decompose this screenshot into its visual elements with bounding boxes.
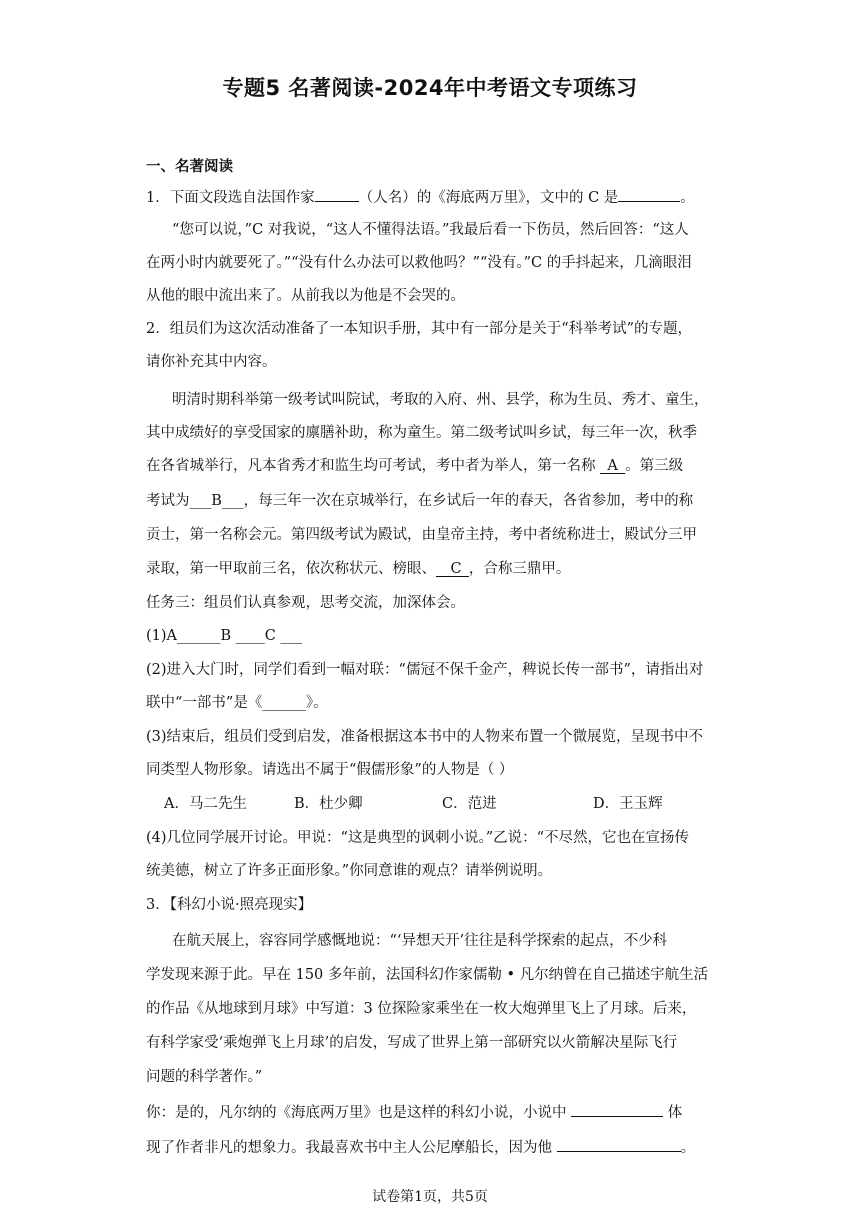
blank-a[interactable]: _A_ xyxy=(600,458,626,474)
page-title: 专题5 名著阅读-2024年中考语文专项练习 xyxy=(222,76,638,100)
q2-text: 在各省城举行，凡本省秀才和监生均可考试，考中者为举人，第一名称 xyxy=(146,458,601,474)
option-b[interactable]: B．杜少卿 xyxy=(294,796,363,812)
q3-passage-line: 学发现来源于此。早在 150 多年前，法国科幻作家儒勒 • 凡尔纳曾在自己描述宇航生活 xyxy=(146,967,709,983)
q1-prefix: 1．下面文段选自法国作家 xyxy=(146,190,315,206)
q1-passage-line: “您可以说，”C 对我说，“这人不懂得法语。”我最后看一下伤员，然后回答：“这人 xyxy=(172,222,689,238)
q3-passage-line: 问题的科学著作。” xyxy=(146,1069,263,1085)
q2-text: ，每三年一次在京城举行，在乡试后一年的春天，各省参加，考中的称 xyxy=(243,493,694,509)
q2-text: 。第三级 xyxy=(625,458,684,474)
option-a[interactable]: A．马二先生 xyxy=(164,796,247,812)
q1-character-blank[interactable] xyxy=(618,187,680,202)
q2-passage-line: 其中成绩好的享受国家的廪膳补助，称为童生。第二级考试叫乡试，每三年一次，秋季 xyxy=(146,425,697,441)
q2-passage-line xyxy=(146,456,683,476)
q1-mid: （人名）的《海底两万里》，文中的 C 是 xyxy=(358,190,619,206)
page-footer: 试卷第1页，共5页 xyxy=(372,1189,488,1205)
sub-question-4-cont: 统美德，树立了许多正面形象。”你同意谁的观点？请举例说明。 xyxy=(146,863,553,879)
sub-question-3-cont: 同类型人物形象。请选出不属于“假儒形象”的人物是（ ） xyxy=(146,762,514,778)
q3-answer-blank-1[interactable] xyxy=(571,1102,663,1117)
q3-text: 现了作者非凡的想象力。我最喜欢书中主人公尼摩船长，因为他 xyxy=(146,1140,557,1156)
q2-passage-line xyxy=(146,491,693,511)
q2-text: ，合称三鼎甲。 xyxy=(468,561,571,577)
question-3-heading: 3．【科幻小说·照亮现实】 xyxy=(146,897,313,913)
sub-question-2-cont[interactable]: 联中“一部书”是《______》。 xyxy=(146,695,328,711)
q3-answer-blank-2[interactable] xyxy=(557,1137,681,1152)
question-2-prompt-cont: 请你补充其中内容。 xyxy=(146,354,277,370)
q1-passage-line: 在两小时内就要死了。”“没有什么办法可以救他吗？”“没有。”C 的手抖起来，几滴眼泪 xyxy=(146,255,692,271)
q2-text: 考试为 xyxy=(146,493,190,509)
question-1-prompt xyxy=(146,187,695,208)
q3-passage-line: 有科学家受‘乘炮弹飞上月球’的启发，写成了世界上第一部研究以火箭解决星际飞行 xyxy=(146,1035,678,1051)
q1-passage-line: 从他的眼中流出来了。从前我以为他是不会哭的。 xyxy=(146,288,465,304)
q1-end: 。 xyxy=(680,190,695,206)
sub-question-3: (3)结束后，组员们受到启发，准备根据这本书中的人物来布置一个微展览，呈现书中不 xyxy=(146,729,704,745)
option-d[interactable]: D．王玉辉 xyxy=(593,796,663,812)
q2-passage-line: 贡士，第一名称会元。第四级考试为殿试，由皇帝主持，考中者统称进士，殿试分三甲 xyxy=(146,527,697,543)
section-heading: 一、名著阅读 xyxy=(146,159,233,175)
blank-c[interactable]: __C_ xyxy=(436,561,469,577)
q3-text: 。 xyxy=(680,1140,696,1156)
question-2-prompt: 2．组员们为这次活动准备了一本知识手册，其中有一部分是关于“科举考试”的专题， xyxy=(146,321,693,337)
sub-question-1[interactable]: (1)A______B ____C ___ xyxy=(146,628,303,644)
q3-text: 你：是的，凡尔纳的《海底两万里》也是这样的科幻小说，小说中 xyxy=(146,1105,572,1121)
q3-passage-line: 在航天展上，容容同学感慨地说：“‘异想天开’往往是科学探索的起点，不少科 xyxy=(172,933,668,949)
option-c[interactable]: C．范进 xyxy=(442,796,497,812)
q3-passage-line: 的作品《从地球到月球》中写道：3 位探险家乘坐在一枚大炮弹里飞上了月球。后来， xyxy=(146,1001,697,1017)
q2-passage-line xyxy=(146,559,570,579)
q2-text: 录取，第一甲取前三名，依次称状元、榜眼、 xyxy=(146,561,436,577)
q3-response-line xyxy=(146,1102,682,1123)
q2-passage-line: 明清时期科举第一级考试叫院试，考取的入府、州、县学，称为生员、秀才、童生， xyxy=(172,392,709,408)
q1-author-blank[interactable] xyxy=(315,187,359,202)
sub-question-4: (4)几位同学展开讨论。甲说：“这是典型的讽刺小说。”乙说：“不尽然，它也在宣扬传 xyxy=(146,830,690,846)
q3-response-line xyxy=(146,1137,695,1158)
q3-text: 体 xyxy=(663,1105,683,1121)
sub-question-2: (2)进入大门时，同学们看到一幅对联：“儒冠不保千金产，稗说长传一部书”，请指出对 xyxy=(146,662,704,678)
task-three: 任务三：组员们认真参观，思考交流，加深体会。 xyxy=(146,595,465,611)
blank-b[interactable]: ___B___ xyxy=(189,493,244,509)
